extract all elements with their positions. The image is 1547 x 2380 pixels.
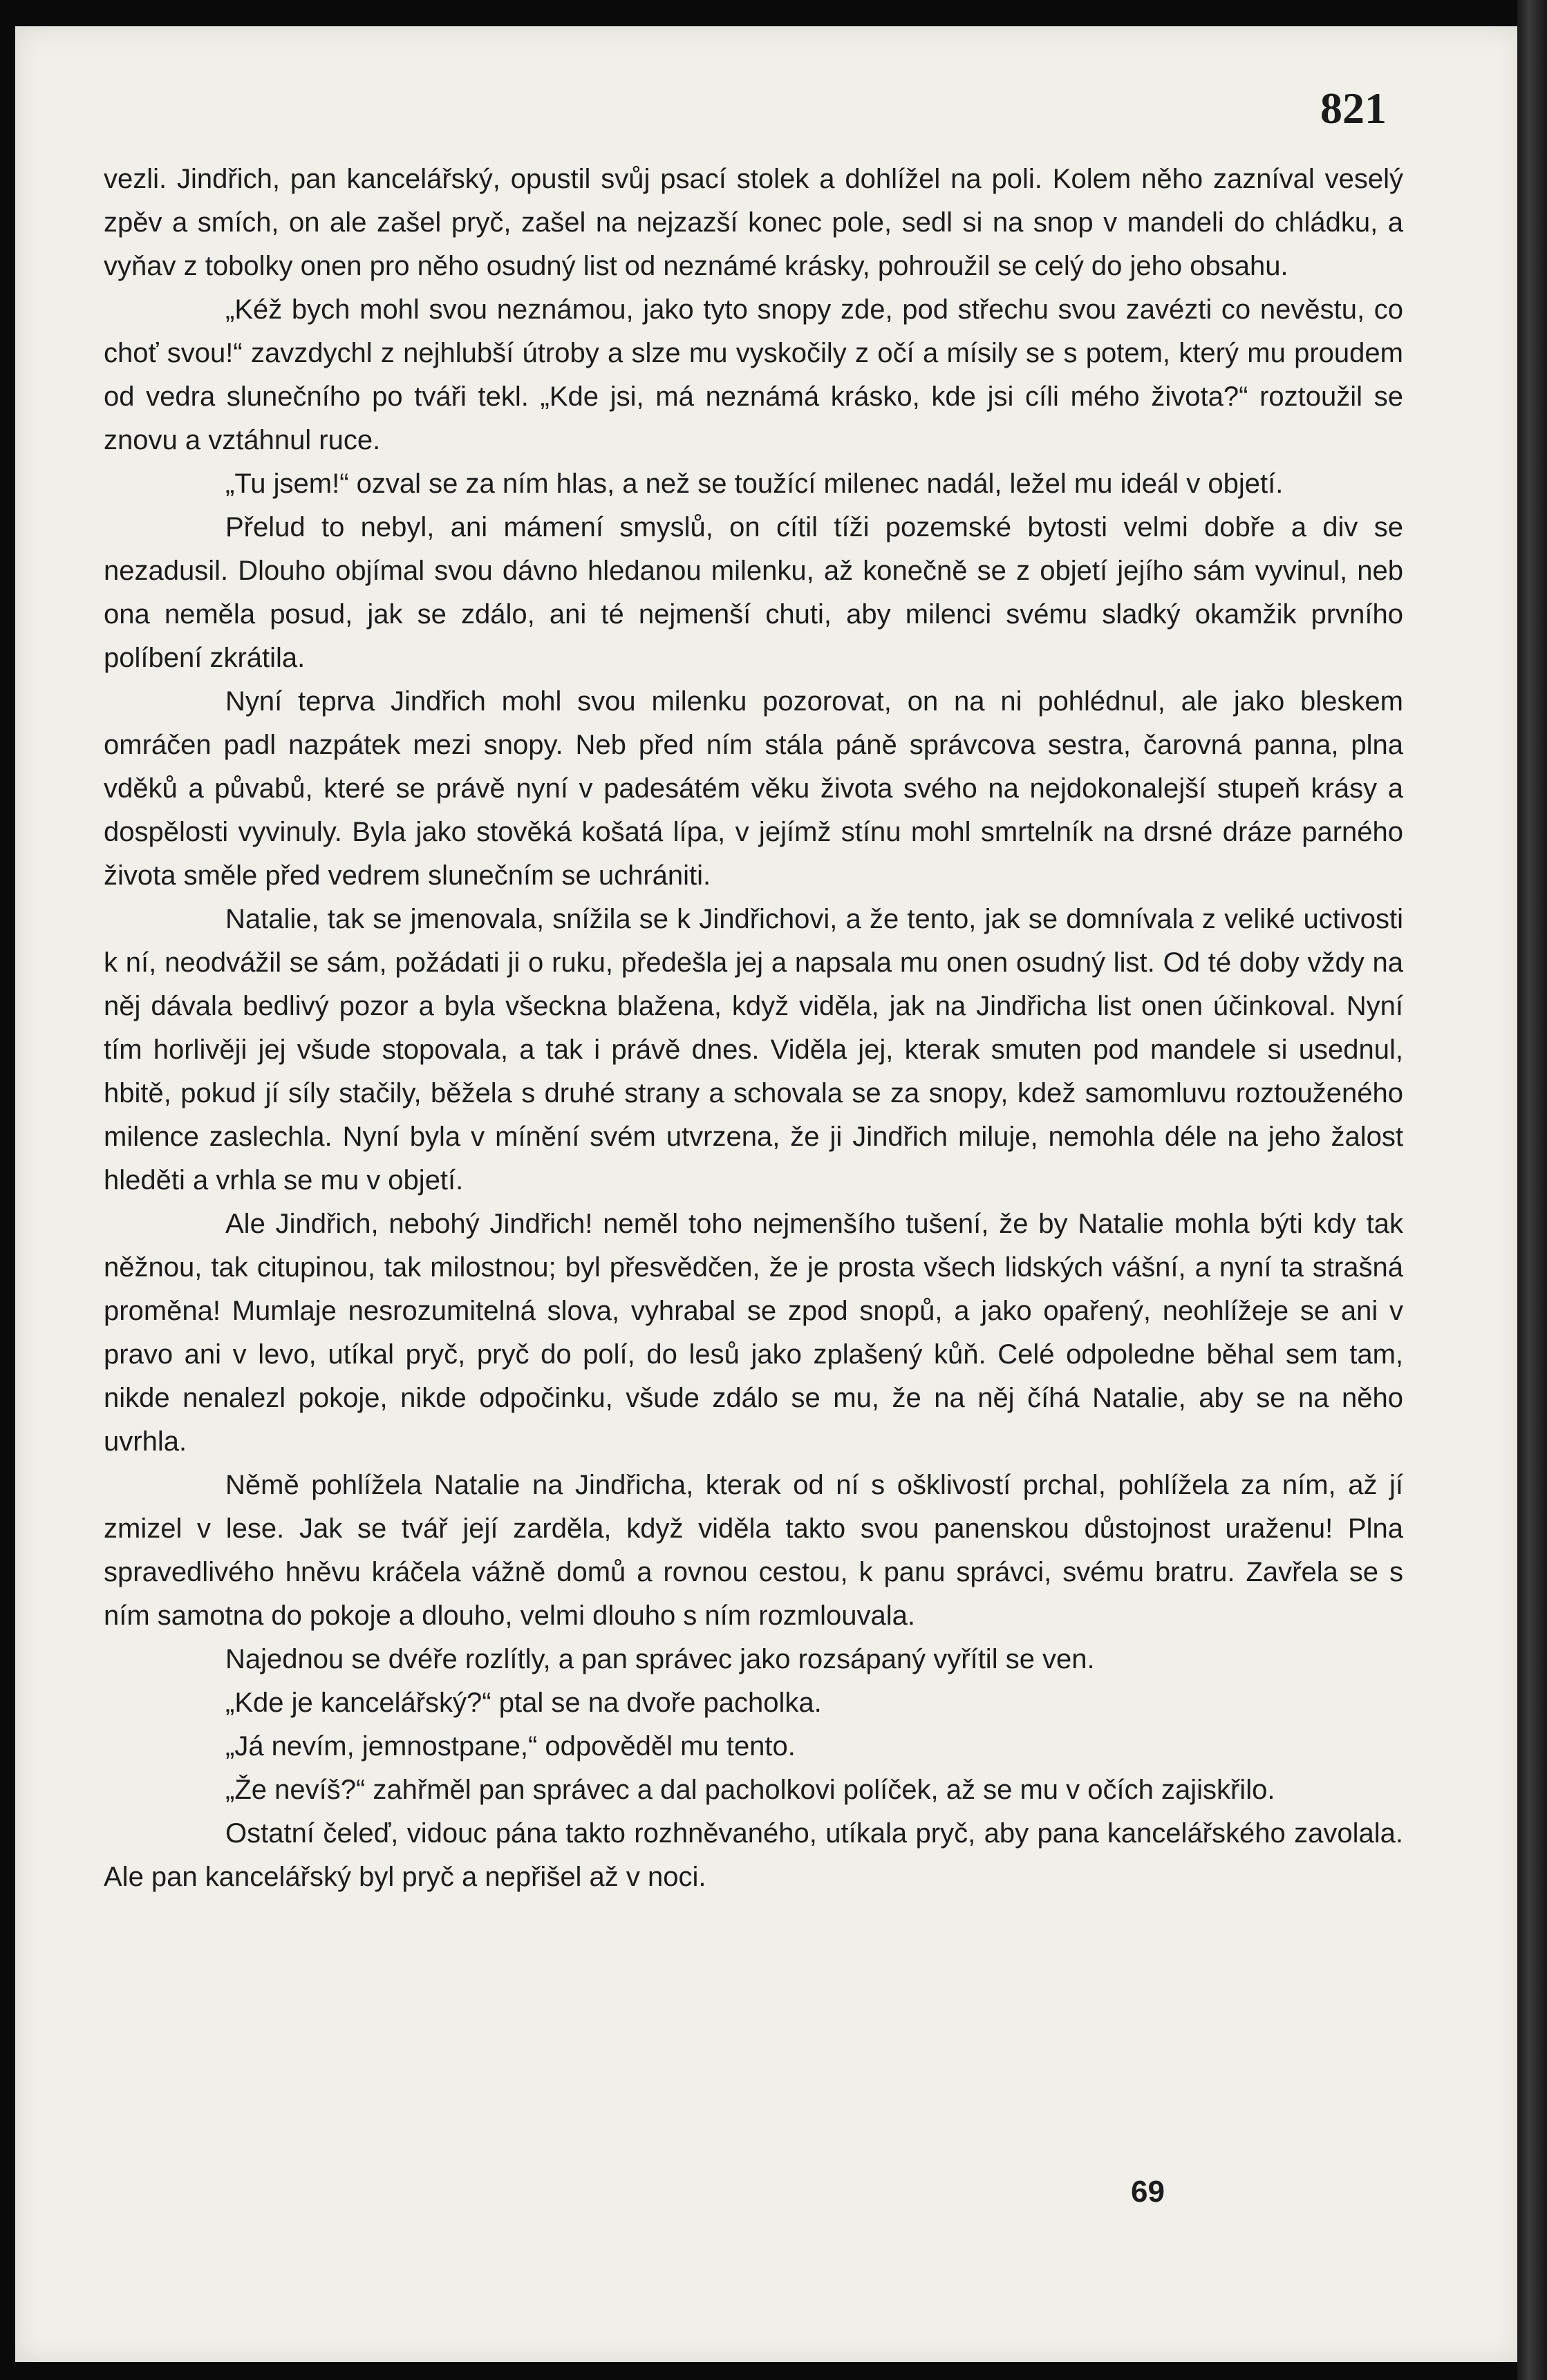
- page-number: 821: [1320, 84, 1387, 133]
- paragraph-8: Němě pohlížela Natalie na Jindřicha, kterak od ní s ošklivostí prchal, pohlížela za ním, až jí zmizel v lese. Jak se tvář její zarděla, když viděla takto svou panenskou důstojnost uraženu! Plna spravedlivého hněvu kráčela vážně domů a rovnou cestou, k panu správci, svému bratru. Zavřela se s ním samotna do pokoje a dlouho, velmi dlouho s ním rozmlouvala.: [104, 1470, 1403, 1631]
- signature-number: 69: [1131, 2175, 1165, 2209]
- paragraph-1: vezli. Jindřich, pan kancelářský, opustil svůj psací stolek a dohlížel na poli. Kolem něho zazníval veselý zpěv a smích, on ale zašel pryč, zašel na nejzazší konec pole, sedl si na snop v mandeli do chládku, a vyňav z tobolky onen pro něho osudný list od neznámé krásky, pohroužil se celý do jeho obsahu.: [104, 164, 1403, 281]
- scan-edge: [1517, 0, 1547, 2380]
- paragraph-4: Přelud to nebyl, ani mámení smyslů, on cítil tíži pozemské bytosti velmi dobře a div se nezadusil. Dlouho objímal svou dávno hledanou milenku, až konečně se z objetí jejího sám vyvinul, neb ona neměla posud, jak se zdálo, ani té nejmenší chuti, aby milenci svému sladký okamžik prvního políbení zkrátila.: [104, 512, 1403, 673]
- paragraph-13: Ostatní čeleď, vidouc pána takto rozhněvaného, utíkala pryč, aby pana kancelářského zavolala. Ale pan kancelářský byl pryč a nepřišel až v noci.: [104, 1818, 1403, 1892]
- paragraph-2: „Kéž bych mohl svou neznámou, jako tyto snopy zde, pod střechu svou zavézti co nevěstu, co choť svou!“ zavzdychl z nejhlubší útroby a slze mu vyskočily z očí a mísily se s potem, který mu proudem od vedra slunečního po tváři tekl. „Kde jsi, má neznámá krásko, kde jsi cíli mého života?“ roztoužil se znovu a vztáhnul ruce.: [104, 294, 1403, 455]
- paragraph-11: „Já nevím, jemnostpane,“ odpověděl mu tento.: [225, 1731, 796, 1762]
- paragraph-9: Najednou se dvéře rozlítly, a pan správec jako rozsápaný vyřítil se ven.: [225, 1644, 1095, 1674]
- paragraph-3: „Tu jsem!“ ozval se za ním hlas, a než se toužící milenec nadál, ležel mu ideál v objetí.: [225, 469, 1284, 499]
- paragraph-12: „Že nevíš?“ zahřměl pan správec a dal pacholkovi políček, až se mu v očích zajiskřilo.: [225, 1775, 1275, 1805]
- paragraph-5: Nyní teprva Jindřich mohl svou milenku pozorovat, on na ni pohlédnul, ale jako bleskem omráčen padl nazpátek mezi snopy. Neb před ním stála páně správcova sestra, čarovná panna, plna vděků a půvabů, které se právě nyní v padesátém věku života svého na nejdokonalejší stupeň krásy a dospělosti vyvinuly. Byla jako stověká košatá lípa, v jejímž stínu mohl smrtelník na drsné dráze parného života směle před vedrem slunečním se uchrániti.: [104, 686, 1403, 891]
- paragraph-7: Ale Jindřich, nebohý Jindřich! neměl toho nejmenšího tušení, že by Natalie mohla býti kdy tak něžnou, tak citupinou, tak milostnou; byl přesvědčen, že je prosta všech lidských vášní, a nyní ta strašná proměna! Mumlaje nesrozumitelná slova, vyhrabal se zpod snopů, a jako opařený, neohlížeje se ani v pravo ani v levo, utíkal pryč, pryč do polí, do lesů jako zplašený kůň. Celé odpoledne běhal sem tam, nikde nenalezl pokoje, nikde odpočinku, všude zdálo se mu, že na něj číhá Natalie, aby se na něho uvrhla.: [104, 1209, 1403, 1457]
- paragraph-6: Natalie, tak se jmenovala, snížila se k Jindřichovi, a že tento, jak se domnívala z veliké uctivosti k ní, neodvážil se sám, požádati ji o ruku, předešla jej a napsala mu onen osudný list. Od té doby vždy na něj dávala bedlivý pozor a byla všeckna blažena, když viděla, jak na Jindřicha list onen účinkoval. Nyní tím horlivěji jej všude stopovala, a tak i právě dnes. Viděla jej, kterak smuten pod mandele si usednul, hbitě, pokud jí síly stačily, běžela s druhé strany a schovala se za snopy, kdež samomluvu roztouženého milence zaslechla. Nyní byla v mínění svém utvrzena, že ji Jindřich miluje, nemohla déle na jeho žalost hleděti a vrhla se mu v objetí.: [104, 904, 1403, 1196]
- paragraph-10: „Kde je kancelářský?“ ptal se na dvoře pacholka.: [225, 1688, 822, 1718]
- body-text: [104, 158, 1403, 1899]
